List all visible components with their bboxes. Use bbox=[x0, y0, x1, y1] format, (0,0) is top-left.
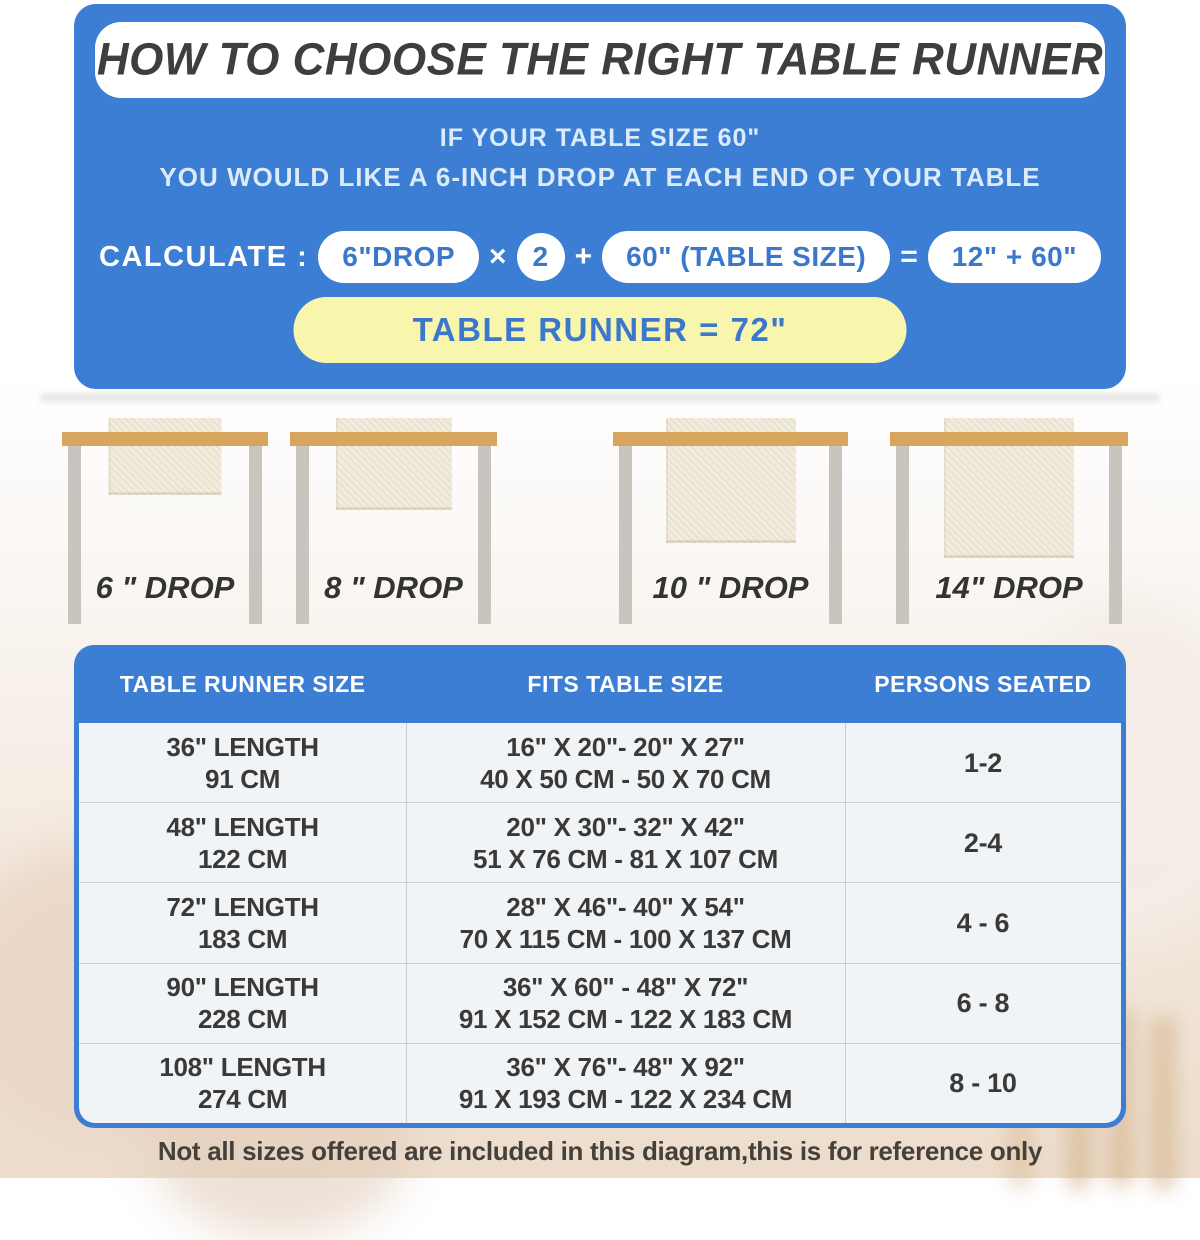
runner-size-cell bbox=[79, 1051, 406, 1115]
runner-size-cell bbox=[79, 971, 406, 1035]
haze-band bbox=[40, 393, 1160, 402]
runner-size-inches: 108" LENGTH bbox=[159, 1052, 326, 1083]
multiplier-pill: 2 bbox=[517, 233, 565, 281]
table-size-pill: 60" (TABLE SIZE) bbox=[602, 231, 890, 283]
fits-table-cell bbox=[406, 891, 845, 955]
fits-cm: 91 X 152 CM - 122 X 183 CM bbox=[458, 1004, 793, 1035]
reference-note: Not all sizes offered are included in this diagram,this is for reference only bbox=[157, 1136, 1043, 1166]
fits-inches: 28" X 46"- 40" X 54" bbox=[506, 892, 745, 922]
drop-figure-10in bbox=[613, 418, 848, 630]
title-bar bbox=[95, 22, 1105, 98]
drop-figure-8in bbox=[290, 418, 497, 630]
drop-label: 8 " DROP bbox=[324, 570, 463, 605]
drop-figure-14in bbox=[890, 418, 1128, 630]
persons-cell bbox=[845, 1067, 1121, 1099]
size-chart-body bbox=[79, 723, 1121, 1123]
table-row bbox=[79, 802, 1121, 882]
drop-label: 6 " DROP bbox=[95, 570, 235, 605]
sum-pill: 12" + 60" bbox=[928, 231, 1101, 283]
subtitle-line-2: YOU WOULD LIKE A 6-INCH DROP AT EACH END OF YOUR TABLE bbox=[159, 162, 1041, 192]
persons-value: 2-4 bbox=[963, 827, 1002, 858]
fits-cm: 40 X 50 CM - 50 X 70 CM bbox=[480, 763, 771, 794]
size-chart bbox=[74, 645, 1126, 1128]
runner-size-inches: 36" LENGTH bbox=[166, 731, 319, 762]
runner-size-cell bbox=[79, 811, 406, 875]
fits-inches: 36" X 60" - 48" X 72" bbox=[502, 972, 749, 1003]
tabletop bbox=[890, 432, 1128, 446]
instruction-panel bbox=[74, 4, 1126, 389]
runner-size-inches: 48" LENGTH bbox=[166, 811, 319, 842]
fits-inches: 16" X 20"- 20" X 27" bbox=[506, 731, 745, 762]
fits-inches: 20" X 30"- 32" X 42" bbox=[506, 811, 745, 842]
size-chart-header bbox=[79, 645, 1121, 723]
tabletop bbox=[613, 432, 848, 446]
fits-cm: 91 X 193 CM - 122 X 234 CM bbox=[458, 1084, 793, 1115]
column-header-persons-seated: PERSONS SEATED bbox=[874, 670, 1092, 697]
persons-value: 8 - 10 bbox=[949, 1068, 1017, 1099]
fits-table-cell bbox=[406, 811, 845, 875]
tabletop bbox=[62, 432, 268, 446]
runner-size-cm: 274 CM bbox=[197, 1084, 288, 1115]
drop-label: 10 " DROP bbox=[652, 570, 809, 605]
fits-cm: 70 X 115 CM - 100 X 137 CM bbox=[459, 924, 792, 954]
plus-sign: + bbox=[574, 240, 593, 273]
runner-size-cell bbox=[79, 731, 406, 795]
runner-size-inches: 90" LENGTH bbox=[166, 972, 319, 1003]
table-row bbox=[79, 1043, 1121, 1123]
calculate-label: CALCULATE : bbox=[99, 240, 309, 273]
drop-figure-6in bbox=[62, 418, 268, 630]
runner-size-cm: 228 CM bbox=[197, 1004, 288, 1035]
persons-cell bbox=[845, 747, 1121, 779]
fits-table-cell bbox=[406, 971, 845, 1035]
persons-value: 4 - 6 bbox=[956, 908, 1010, 938]
persons-cell bbox=[845, 907, 1121, 939]
column-header-fits-table-size: FITS TABLE SIZE bbox=[527, 670, 724, 697]
persons-value: 6 - 8 bbox=[956, 988, 1010, 1019]
runner-size-cm: 183 CM bbox=[197, 924, 288, 954]
fits-cm: 51 X 76 CM - 81 X 107 CM bbox=[473, 843, 778, 874]
table-row bbox=[79, 882, 1121, 962]
runner-size-cell bbox=[79, 891, 406, 955]
page-title: HOW TO CHOOSE THE RIGHT TABLE RUNNER bbox=[96, 34, 1104, 85]
fits-table-cell bbox=[406, 1051, 845, 1115]
column-header-runner-size: TABLE RUNNER SIZE bbox=[119, 670, 366, 697]
calculation-row bbox=[74, 230, 1126, 284]
runner-size-inches: 72" LENGTH bbox=[166, 892, 319, 922]
drop-label: 14" DROP bbox=[935, 570, 1083, 605]
runner-size-cm: 122 CM bbox=[197, 843, 288, 874]
table-runner-illustration bbox=[109, 418, 222, 495]
persons-cell bbox=[845, 827, 1121, 859]
table-row bbox=[79, 723, 1121, 802]
equals-sign: = bbox=[900, 240, 918, 273]
persons-value: 1-2 bbox=[963, 747, 1002, 778]
runner-size-cm: 91 CM bbox=[205, 763, 281, 794]
tabletop bbox=[290, 432, 497, 446]
subtitle-line-1: IF YOUR TABLE SIZE 60" bbox=[439, 124, 761, 152]
column-divider bbox=[845, 723, 846, 1123]
persons-cell bbox=[845, 987, 1121, 1019]
result-pill: TABLE RUNNER = 72" bbox=[294, 297, 907, 363]
column-divider bbox=[406, 723, 407, 1123]
table-row bbox=[79, 963, 1121, 1043]
fits-table-cell bbox=[406, 731, 845, 795]
drop-value-pill: 6"DROP bbox=[318, 231, 479, 283]
multiply-sign: × bbox=[489, 240, 507, 273]
fits-inches: 36" X 76"- 48" X 92" bbox=[506, 1052, 745, 1083]
